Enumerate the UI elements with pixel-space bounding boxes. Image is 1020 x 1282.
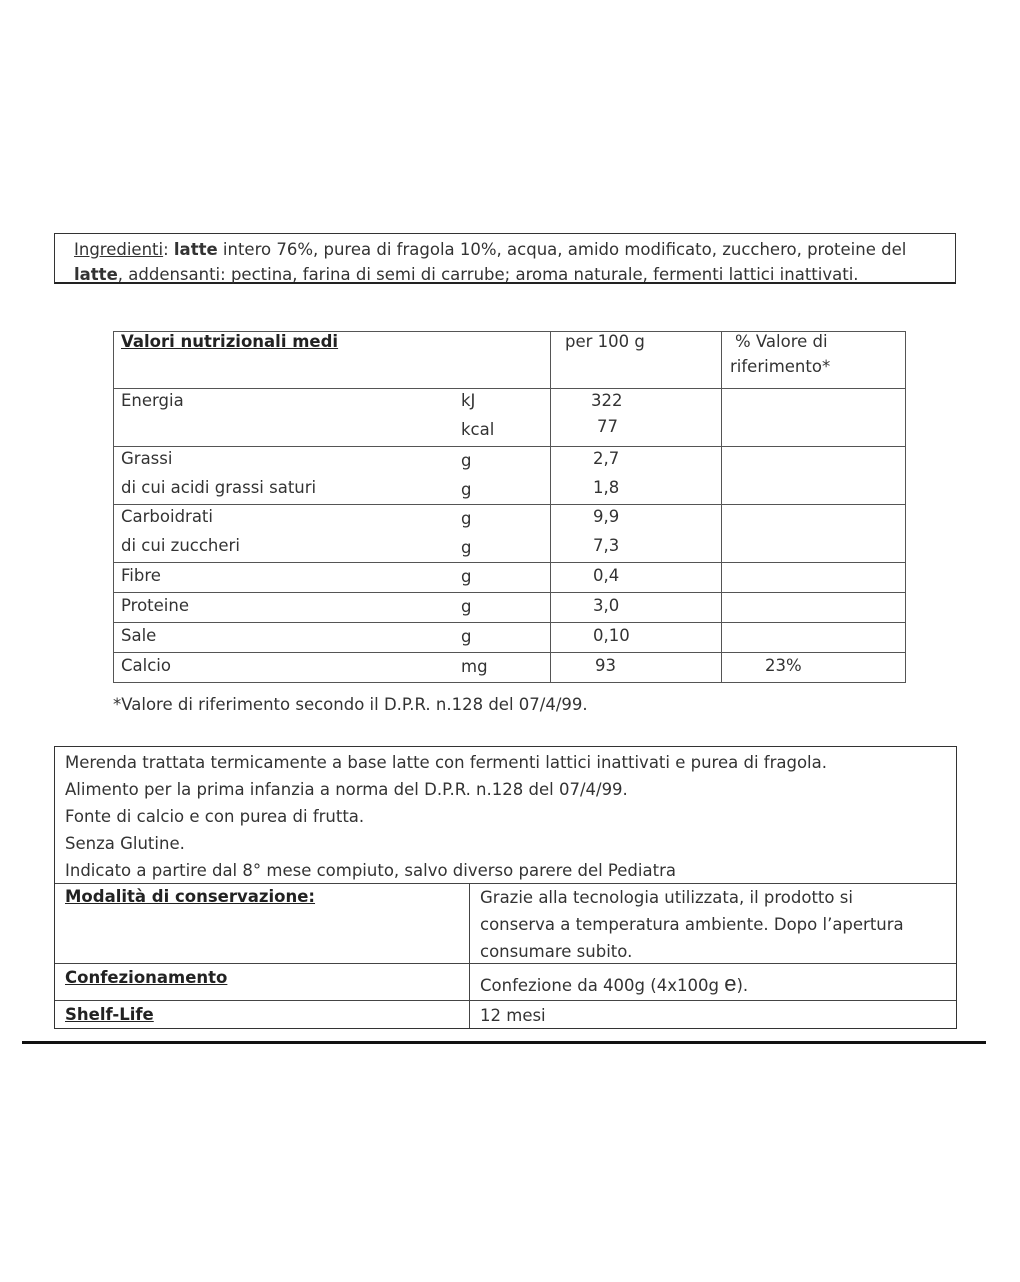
bottom-rule	[22, 1041, 986, 1044]
zuccheri-unit: g	[461, 538, 472, 557]
carboidrati-unit: g	[461, 509, 472, 528]
energia-label-cell	[114, 389, 551, 447]
energia-label: Energia	[121, 391, 184, 410]
table-row	[114, 505, 906, 563]
conservazione-line: conserva a temperatura ambiente. Dopo l’apertura	[480, 915, 904, 934]
grassi-value: 2,7	[593, 449, 620, 468]
header-ref-cell	[722, 332, 906, 389]
calcio-unit: mg	[461, 657, 488, 676]
sale-ref-cell	[722, 623, 906, 653]
table-row	[114, 623, 906, 653]
table-row	[114, 389, 906, 447]
calcio-ref-cell	[722, 653, 906, 683]
proteine-value: 3,0	[593, 596, 620, 615]
calcio-label-cell	[114, 653, 551, 683]
sale-label: Sale	[121, 626, 157, 645]
description	[65, 749, 827, 884]
sale-label-cell	[114, 623, 551, 653]
confezionamento-text-end: ).	[736, 976, 749, 995]
ingredients-colon: :	[163, 240, 169, 259]
conservazione-label: Modalità di conservazione:	[65, 887, 316, 906]
grassi-label: Grassi	[121, 449, 173, 468]
zuccheri-label: di cui zuccheri	[121, 536, 240, 555]
sale-unit: g	[461, 627, 472, 646]
nutrition-table	[113, 331, 906, 683]
table-row	[114, 593, 906, 623]
description-line: Alimento per la prima infanzia a norma del D.P.R. n.128 del 07/4/99.	[65, 780, 628, 799]
fibre-value-cell	[551, 563, 722, 593]
fibre-value: 0,4	[593, 566, 620, 585]
energia-ref-cell	[722, 389, 906, 447]
info-box	[54, 746, 957, 1029]
carboidrati-ref-cell	[722, 505, 906, 563]
shelf-life-label: Shelf-Life	[65, 1005, 154, 1024]
confezionamento-text: Confezione da 400g (4x100g	[480, 976, 725, 995]
ingredients-line-1	[74, 237, 955, 262]
conservazione-line: Grazie alla tecnologia utilizzata, il prodotto si	[480, 888, 853, 907]
fibre-unit: g	[461, 567, 472, 586]
table-row	[114, 447, 906, 505]
saturi-label: di cui acidi grassi saturi	[121, 478, 317, 497]
ingredients-latte-2: latte	[74, 265, 118, 284]
proteine-ref-cell	[722, 593, 906, 623]
conservazione-line: consumare subito.	[480, 942, 633, 961]
energia-unit-kj: kJ	[461, 391, 476, 410]
grassi-label-cell	[114, 447, 551, 505]
ingredients-line-2	[74, 262, 955, 287]
carboidrati-value: 9,9	[593, 507, 620, 526]
table-row	[114, 332, 906, 389]
proteine-unit: g	[461, 597, 472, 616]
description-line: Indicato a partire dal 8° mese compiuto, salvo diverso parere del Pediatra	[65, 861, 676, 880]
header-per100-cell	[551, 332, 722, 389]
conservazione-value	[480, 884, 904, 965]
proteine-label: Proteine	[121, 596, 189, 615]
saturi-unit: g	[461, 480, 472, 499]
table-row	[114, 653, 906, 683]
confezionamento-value	[480, 972, 748, 999]
table-row	[114, 563, 906, 593]
calcio-label: Calcio	[121, 656, 171, 675]
saturi-value: 1,8	[593, 478, 620, 497]
ingredients-latte-1: latte	[173, 240, 218, 259]
column-divider	[469, 883, 470, 1028]
zuccheri-value: 7,3	[593, 536, 620, 555]
ingredients-box	[54, 233, 956, 284]
carboidrati-value-cell	[551, 505, 722, 563]
calcio-value-cell	[551, 653, 722, 683]
estimated-sign-icon: e	[724, 971, 737, 996]
header-title-cell	[114, 332, 551, 389]
calcio-value: 93	[595, 656, 616, 675]
energia-value-cell	[551, 389, 722, 447]
nutrition-title: Valori nutrizionali medi	[121, 332, 339, 351]
description-line: Merenda trattata termicamente a base latte con fermenti lattici inattivati e purea di fragola.	[65, 753, 827, 772]
fibre-label-cell	[114, 563, 551, 593]
description-line: Fonte di calcio e con purea di frutta.	[65, 807, 365, 826]
divider	[55, 1000, 956, 1001]
carboidrati-label: Carboidrati	[121, 507, 213, 526]
per100-header: per 100 g	[565, 332, 645, 351]
sale-value-cell	[551, 623, 722, 653]
ref-header-line-2: riferimento*	[730, 357, 831, 376]
fibre-ref-cell	[722, 563, 906, 593]
ingredients-text-2: , addensanti: pectina, farina di semi di carrube; aroma naturale, fermenti lattici inattivati.	[117, 265, 859, 284]
grassi-ref-cell	[722, 447, 906, 505]
ref-header-line-1: % Valore di	[735, 332, 828, 351]
shelf-life-text: 12 mesi	[480, 1006, 546, 1025]
confezionamento-label: Confezionamento	[65, 968, 228, 987]
grassi-unit: g	[461, 451, 472, 470]
shelf-life-value	[480, 1002, 546, 1029]
divider	[55, 963, 956, 964]
proteine-label-cell	[114, 593, 551, 623]
ingredients-label: Ingredienti	[74, 240, 164, 259]
carboidrati-label-cell	[114, 505, 551, 563]
footnote: *Valore di riferimento secondo il D.P.R. n.128 del 07/4/99.	[113, 695, 588, 714]
fibre-label: Fibre	[121, 566, 161, 585]
ingredients-text-1: intero 76%, purea di fragola 10%, acqua, amido modificato, zucchero, proteine del	[217, 240, 907, 259]
energia-kj-value: 322	[591, 391, 623, 410]
energia-unit-kcal: kcal	[461, 420, 495, 439]
sale-value: 0,10	[593, 626, 630, 645]
description-line: Senza Glutine.	[65, 834, 185, 853]
grassi-value-cell	[551, 447, 722, 505]
energia-kcal-value: 77	[597, 417, 618, 436]
calcio-ref-value: 23%	[765, 656, 802, 675]
proteine-value-cell	[551, 593, 722, 623]
